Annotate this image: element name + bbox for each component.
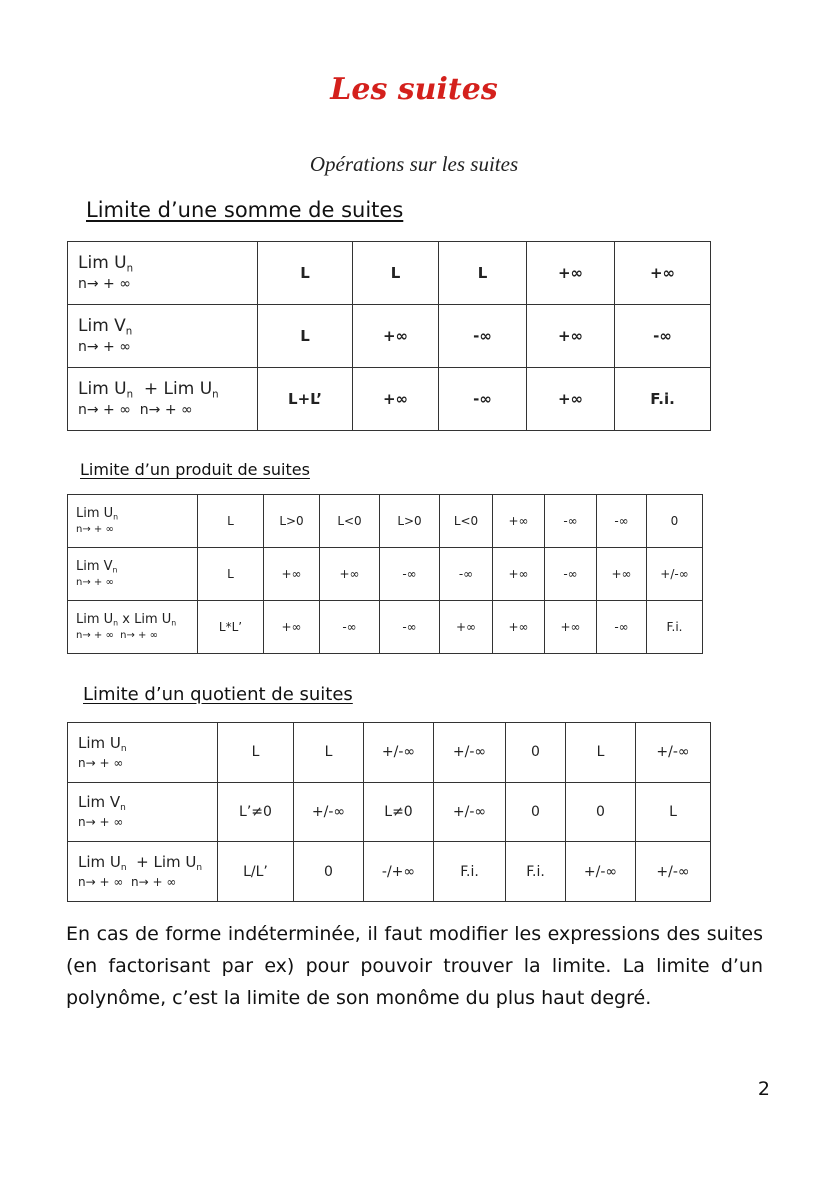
limit-cell: L [353,242,439,305]
limit-cell: -∞ [320,601,380,654]
row-header-limit-target [76,524,197,535]
limit-label-text: Lim V [78,315,126,336]
sum-section-heading: Limite d’une somme de suites [86,198,404,222]
limit-cell: F.i. [434,842,506,902]
limit-label-text: Lim U [78,733,121,752]
limit-cell: +∞ [527,242,615,305]
n-to-infinity-text: n→ + ∞ [78,338,131,355]
limit-label-text: + Lim U [133,378,213,399]
row-header-label [78,854,217,874]
row-header [68,368,258,431]
limit-cell: -∞ [439,305,527,368]
table-row-u-row [68,242,711,305]
n-to-infinity-text: n→ + ∞ [78,815,124,830]
limit-cell: +∞ [597,548,647,601]
limit-cell: L [439,242,527,305]
limit-cell: L [218,723,294,783]
row-header-limit-target [76,577,197,588]
row-header-label [78,380,257,401]
limit-cell: +∞ [264,548,320,601]
row-header-label [78,794,217,814]
index-subscript: n [120,863,127,874]
limit-cell: +∞ [320,548,380,601]
limit-cell: -∞ [439,368,527,431]
limit-cell: +/-∞ [364,723,434,783]
limit-label-text: Lim V [76,559,113,575]
row-header [68,242,258,305]
page-subtitle: Opérations sur les suites [309,152,519,176]
limit-label-text: + Lim U [126,853,197,872]
limit-cell: +∞ [615,242,711,305]
n-to-infinity-text: n→ + ∞ [78,401,131,418]
limit-label-text: Lim U [76,506,114,522]
index-subscript: n [112,566,118,576]
index-subscript: n [126,389,134,401]
index-subscript: n [125,326,133,338]
row-header-label [76,560,197,575]
table-row-result-row [68,368,711,431]
index-subscript: n [113,513,119,523]
row-header-limit-target [78,757,217,770]
limit-label-text: Lim U [78,378,127,399]
row-header [68,495,198,548]
row-header [68,601,198,654]
limit-cell: +/-∞ [566,842,636,902]
limit-label-text: Lim U [78,853,121,872]
limit-cell: +/-∞ [434,782,506,842]
table-row-u-row [68,495,703,548]
limit-cell: L [294,723,364,783]
n-to-infinity-text: n→ + ∞ [113,629,158,641]
page-number: 2 [757,1078,770,1100]
n-to-infinity-text: n→ + ∞ [76,523,114,535]
table-row-v-row [68,548,703,601]
index-subscript: n [113,619,119,629]
row-header-label [78,317,257,338]
limit-label-text: Lim U [78,252,127,273]
limit-cell: L<0 [320,495,380,548]
sum-limits-table [67,241,711,431]
limit-cell: -∞ [597,495,647,548]
limit-cell: +/-∞ [294,782,364,842]
row-header-label [78,254,257,275]
index-subscript: n [120,803,126,814]
n-to-infinity-text: n→ + ∞ [76,576,114,588]
row-header-limit-target [78,340,257,355]
limit-cell: L<0 [440,495,493,548]
limit-cell: +∞ [545,601,597,654]
limit-label-text: Lim U [76,612,114,628]
n-to-infinity-text: n→ + ∞ [76,629,114,641]
limit-cell: -∞ [597,601,647,654]
limit-cell: L [198,548,264,601]
limit-cell: +∞ [353,305,439,368]
row-header-limit-target [78,816,217,829]
row-header-limit-target [78,876,217,889]
limit-cell: L/L’ [218,842,294,902]
limit-cell: 0 [566,782,636,842]
limit-cell: F.i. [506,842,566,902]
limit-cell: -/+∞ [364,842,434,902]
limit-label-text: x Lim U [118,612,172,628]
row-header [68,723,218,783]
limit-cell: -∞ [380,601,440,654]
limit-cell: L [198,495,264,548]
index-subscript: n [171,619,177,629]
limit-cell: -∞ [380,548,440,601]
limit-cell: +∞ [264,601,320,654]
table-row-u-row [68,723,711,783]
n-to-infinity-text: n→ + ∞ [130,401,193,418]
table-row-result-row [68,601,703,654]
index-subscript: n [212,389,219,401]
limit-cell: 0 [294,842,364,902]
table-row-result-row [68,842,711,902]
limit-cell: L>0 [380,495,440,548]
product-section-heading: Limite d’un produit de suites [80,460,310,479]
limit-cell: F.i. [615,368,711,431]
limit-cell: +∞ [440,601,493,654]
limit-cell: -∞ [545,495,597,548]
index-subscript: n [126,263,134,275]
quotient-limits-table [67,722,711,902]
limit-cell: L [258,305,353,368]
limit-cell: +/-∞ [647,548,703,601]
limit-label-text: Lim V [78,793,121,812]
limit-cell: -∞ [615,305,711,368]
limit-cell: +/-∞ [636,842,711,902]
n-to-infinity-text: n→ + ∞ [78,755,124,770]
limit-cell: -∞ [545,548,597,601]
row-header [68,305,258,368]
page-title: Les suites [330,72,498,107]
limit-cell: L [258,242,353,305]
product-limits-table [67,494,703,654]
n-to-infinity-text: n→ + ∞ [78,875,124,890]
row-header-label [76,507,197,522]
row-header [68,782,218,842]
limit-cell: +∞ [493,548,545,601]
row-header [68,842,218,902]
table-row-v-row [68,305,711,368]
limit-cell: L*L’ [198,601,264,654]
limit-cell: L>0 [264,495,320,548]
index-subscript: n [120,743,127,754]
n-to-infinity-text: n→ + ∞ [78,275,131,292]
limit-cell: +∞ [353,368,439,431]
row-header-label [76,613,197,628]
row-header-limit-target [78,277,257,292]
limit-cell: F.i. [647,601,703,654]
limit-cell: +/-∞ [636,723,711,783]
index-subscript: n [196,863,203,874]
limit-cell: L’≠0 [218,782,294,842]
row-header-limit-target [76,630,197,641]
limit-cell: L+L’ [258,368,353,431]
table-row-v-row [68,782,711,842]
limit-cell: -∞ [440,548,493,601]
limit-cell: L [636,782,711,842]
limit-cell: L [566,723,636,783]
row-header [68,548,198,601]
limit-cell: 0 [506,723,566,783]
quotient-section-heading: Limite d’un quotient de suites [83,684,353,705]
row-header-label [78,735,217,755]
n-to-infinity-text: n→ + ∞ [123,875,177,890]
limit-cell: +/-∞ [434,723,506,783]
limit-cell: +∞ [527,368,615,431]
row-header-limit-target [78,403,257,418]
limit-cell: L≠0 [364,782,434,842]
limit-cell: +∞ [493,495,545,548]
indeterminate-form-note: En cas de forme indéterminée, il faut modifier les expressions des suites (en factorisant par ex) pour pouvoir trouver la limite. La limite d’un polynôme, c’est la limite de son monôme du plus haut degré. [66,923,763,1009]
limit-cell: +∞ [493,601,545,654]
limit-cell: +∞ [527,305,615,368]
limit-cell: 0 [506,782,566,842]
limit-cell: 0 [647,495,703,548]
